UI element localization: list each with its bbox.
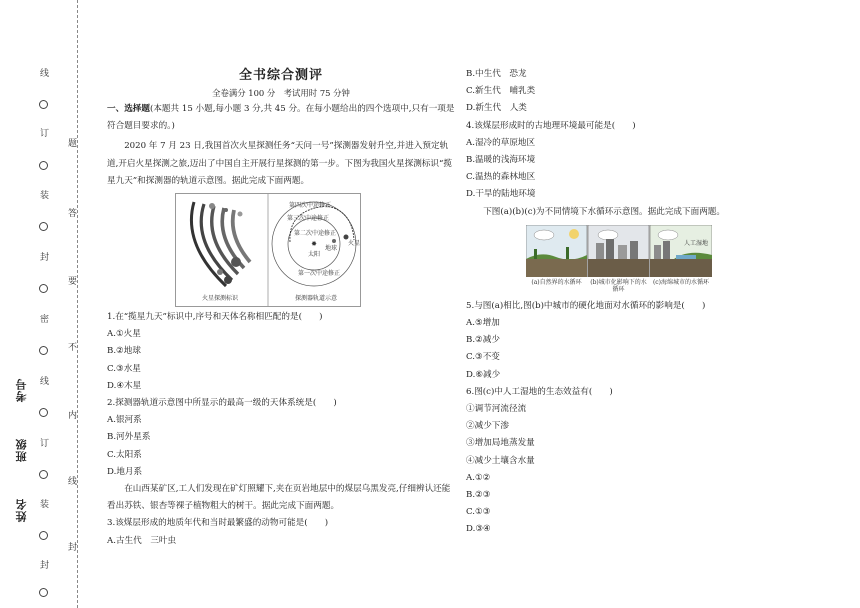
section-instructions-text: (本题共 15 小题,每小题 3 分,共 45 分。在每小题给出的四个选项中,只有一项是符合题目要求的。)	[107, 104, 455, 132]
sun-label: 太阳	[307, 251, 320, 259]
margin-char: 装	[40, 191, 50, 201]
name-label: 姓名	[15, 498, 28, 522]
question-5-option-d: D.⑥减少	[466, 369, 501, 380]
left-column	[107, 0, 455, 550]
margin-char: 线	[40, 377, 50, 387]
question-3-option-d: D.新生代 人类	[466, 103, 527, 114]
question-4-option-a: A.湿冷的草原地区	[466, 137, 536, 148]
margin-circle-icon	[39, 161, 48, 170]
figure2-caption-a: (a)自然界的水循环	[531, 278, 582, 286]
question-2-option-c: C.太阳系	[107, 449, 142, 460]
margin-circle-icon	[39, 531, 48, 540]
margin-circle-icon	[39, 588, 48, 597]
question-2-option-a: A.银河系	[107, 415, 142, 426]
passage-1: 2020 年 7 月 23 日,我国首次火星探测任务“天问一号”探测器发射升空,并进入预定轨道,开启火星探测之旅,迈出了中国自主开展行星探测的第一步。下图为我国火星探测标识“揽星九天”和探测器的轨道示意图。据此完成下面两题。	[107, 141, 453, 186]
question-2-option-b: B.河外星系	[107, 432, 151, 443]
question-1-option-c: C.③水星	[107, 363, 141, 374]
question-1-option-a: A.①火星	[107, 329, 141, 340]
figure1-right-caption: 探测器轨道示意	[294, 295, 337, 303]
margin-char: 密	[40, 315, 50, 325]
mars-logo-graphic	[191, 202, 250, 286]
margin-inner-char: 要	[68, 277, 78, 287]
margin-circle-icon	[39, 222, 48, 231]
question-6-option-a: A.①②	[466, 472, 491, 483]
svg-text:✸: ✸	[311, 240, 317, 249]
margin-char: 线	[40, 69, 50, 79]
margin-circle-icon	[39, 408, 48, 417]
planet-mark	[224, 276, 232, 284]
question-4-option-c: C.温热的森林地区	[466, 172, 536, 183]
question-4-option-d: D.干旱的陆地环境	[466, 189, 536, 200]
orbit-label-4: 第四次中途修正	[288, 202, 331, 210]
planet-mark	[231, 257, 241, 267]
right-column	[466, 66, 756, 539]
question-3-option-a: A.古生代 三叶虫	[107, 535, 177, 546]
question-6-option-c: C.①③	[466, 507, 491, 518]
margin-circle-icon	[39, 470, 48, 479]
question-4-option-b: B.温暖的浅海环境	[466, 155, 536, 166]
question-6-option-b: B.②③	[466, 490, 491, 501]
margin-inner-char: 题	[68, 139, 78, 149]
question-6-stem: 6.图(c)中人工湿地的生态效益有( )	[466, 386, 613, 397]
margin-char: 订	[40, 439, 50, 449]
passage-2: 在山西某矿区,工人们发现在矿灯照耀下,夹在页岩地层中的煤层乌黑发亮,仔细辨认还能看出苏铁、银杏等裸子植物粗大的树干。据此完成下面两题。	[107, 484, 451, 512]
question-5-option-b: B.②减少	[466, 335, 500, 346]
orbit-label-2-top: 第二次中途修正	[293, 230, 336, 238]
orbit-label-3: 第三次中途修正	[286, 215, 329, 223]
earth-label: 地球	[324, 245, 337, 253]
margin-char: 订	[40, 129, 50, 139]
question-6-option-d: D.③④	[466, 524, 491, 535]
binding-dashed-line	[77, 0, 78, 608]
question-1-stem: 1.在“揽星九天”标识中,序号和天体名称相匹配的是( )	[107, 312, 323, 323]
question-3-option-b: B.中生代 恐龙	[466, 69, 527, 79]
figure2-caption-c: (c)海绵城市的水循环	[652, 278, 710, 286]
margin-circle-icon	[39, 346, 48, 355]
section-instructions	[107, 101, 455, 135]
passage-3: 下图(a)(b)(c)为不同情境下水循环示意图。据此完成下面两题。	[483, 206, 725, 217]
question-4-stem: 4.该煤层形成时的古地理环境最可能是( )	[466, 120, 636, 131]
margin-char: 封	[40, 253, 50, 263]
margin-inner-char: 内	[68, 411, 78, 421]
margin-circle-icon	[39, 284, 48, 293]
question-6-item-4: ④减少土壤含水量	[466, 455, 535, 466]
question-2-option-d: D.地月系	[107, 466, 143, 477]
figure-mars-exploration	[175, 193, 361, 307]
section-heading: 一、选择题	[107, 104, 150, 114]
margin-char: 装	[40, 500, 50, 510]
planet-mark	[224, 208, 228, 212]
mars-label: 火星	[347, 240, 360, 248]
question-2-stem: 2.探测器轨道示意图中所显示的最高一级的天体系统是( )	[107, 398, 337, 409]
margin-char: 封	[40, 561, 50, 571]
planet-mark	[238, 212, 243, 217]
artificial-wetland-tag: 人工湿地	[683, 239, 708, 247]
margin-inner-char: 封	[68, 543, 78, 553]
question-1-option-b: B.②地球	[107, 346, 141, 357]
question-5-option-a: A.⑤增加	[466, 318, 500, 329]
margin-inner-char: 线	[68, 477, 78, 487]
page-title: 全书综合测评	[238, 68, 323, 83]
figure1-left-caption: 火星探测标识	[201, 295, 238, 303]
planet-mark	[217, 269, 223, 275]
question-5-option-c: C.③不变	[466, 352, 500, 363]
orbit-label-1: 第一次中途修正	[297, 270, 340, 278]
question-3-option-c: C.新生代 哺乳类	[466, 86, 536, 97]
page-subtitle: 全卷满分 100 分 考试用时 75 分钟	[212, 88, 350, 98]
figure2-caption-b: (b)城市化影响下的水循环	[590, 278, 647, 293]
question-5-stem: 5.与图(a)相比,图(b)中城市的硬化地面对水循环的影响是( )	[466, 300, 706, 311]
exam-number-label: 考号	[15, 378, 28, 402]
question-3-stem: 3.该煤层形成的地质年代和当时最繁盛的动物可能是( )	[107, 518, 329, 529]
water-cycle-svg	[526, 225, 712, 277]
question-6-item-1: ①调节河流径流	[466, 404, 527, 415]
planet-mark	[209, 203, 215, 209]
margin-inner-char: 答	[68, 209, 78, 219]
figure-water-cycle	[526, 225, 712, 297]
binding-margin	[0, 0, 78, 608]
question-1-option-d: D.④木星	[107, 380, 142, 391]
question-6-item-3: ③增加局地蒸发量	[466, 438, 535, 449]
margin-inner-char: 不	[68, 343, 78, 353]
question-6-item-2: ②减少下渗	[466, 421, 509, 432]
margin-circle-icon	[39, 100, 48, 109]
class-label: 班级	[15, 438, 28, 462]
